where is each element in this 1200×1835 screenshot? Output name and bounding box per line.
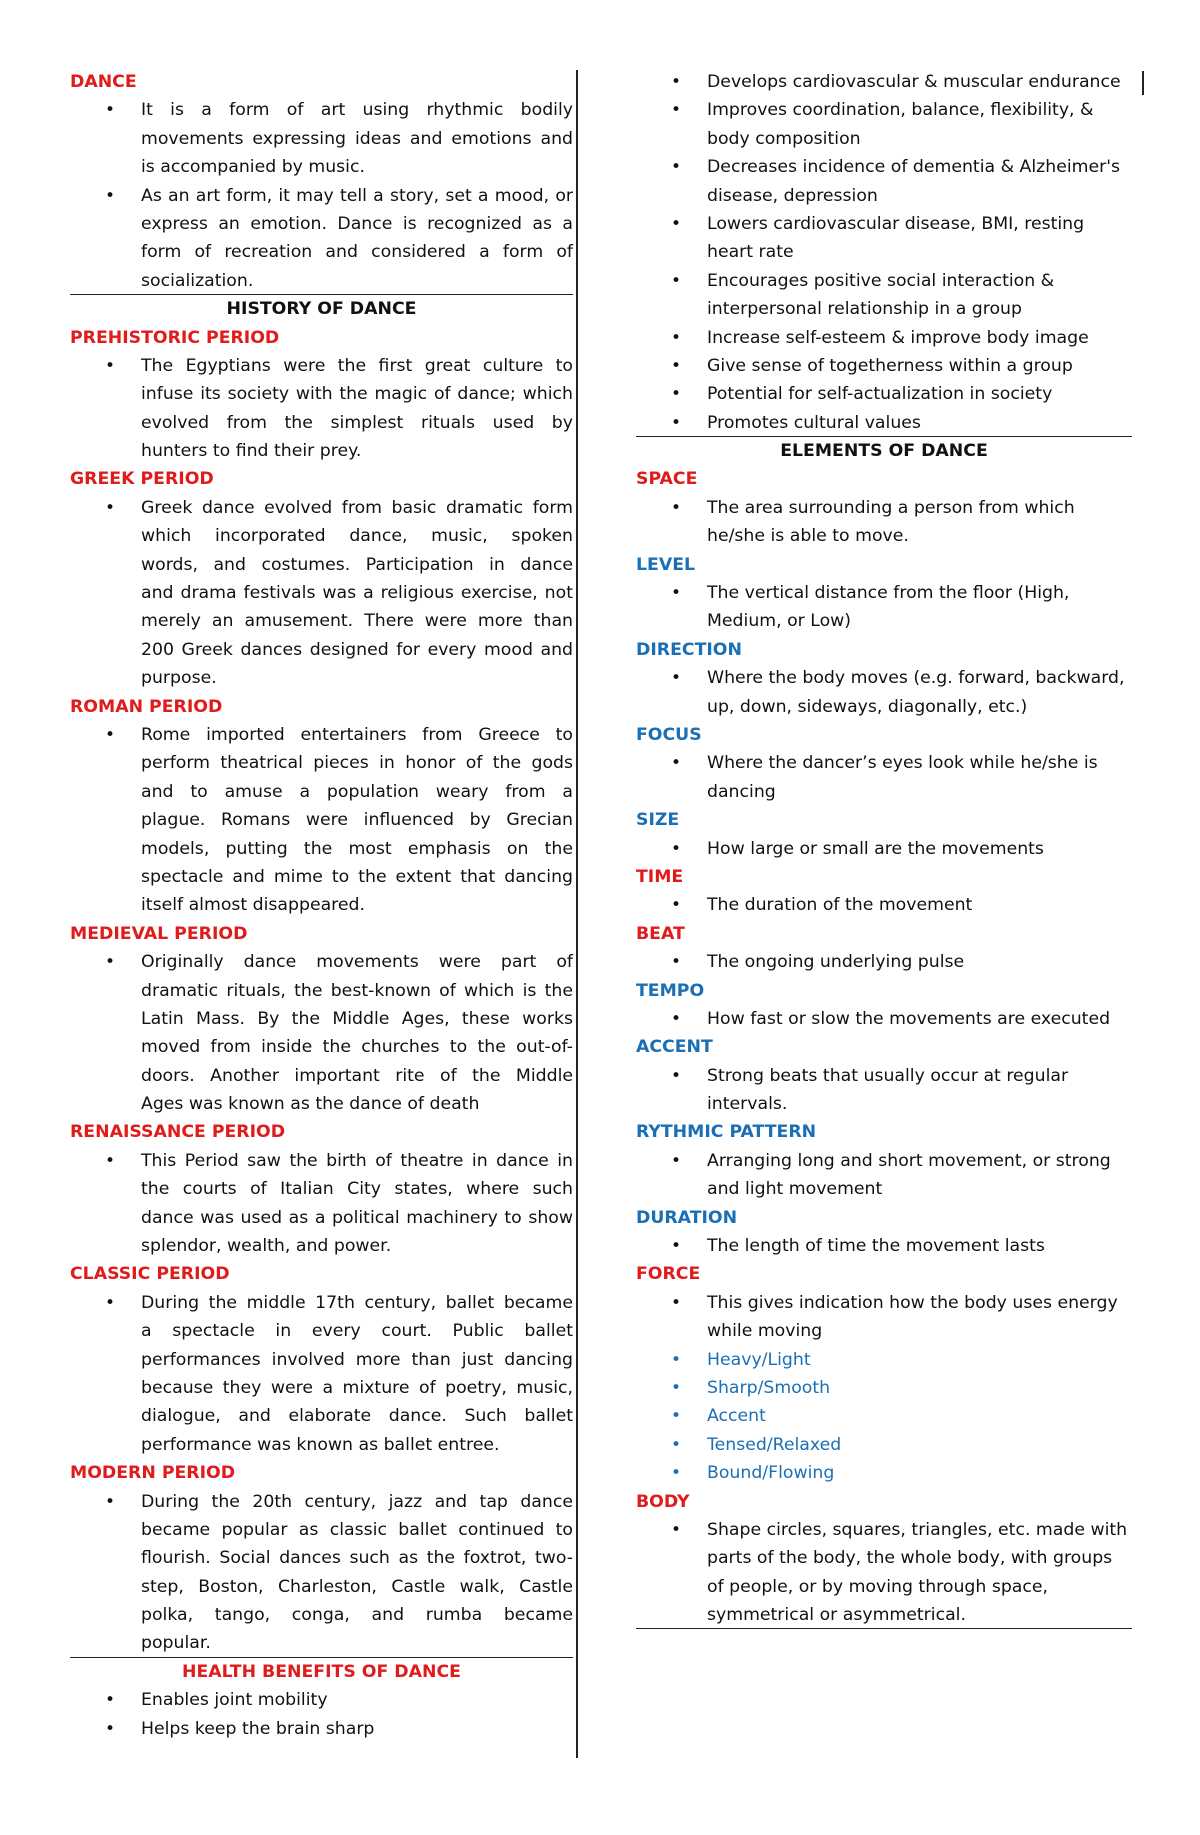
heading-focus: FOCUS [636, 724, 702, 745]
text-line: symmetrical or asymmetrical. [636, 1601, 1132, 1629]
elements-of-dance-title: ELEMENTS OF DANCE [780, 441, 988, 462]
bullet-line: • Arranging long and short movement, or strong [636, 1147, 1132, 1175]
text-line: Latin Mass. By the Middle Ages, these works [141, 1008, 573, 1029]
text-line: of people, or by moving through space, [707, 1576, 1049, 1597]
bullet-line: • Increase self-esteem & improve body image [636, 324, 1132, 352]
bullet-line: • The length of time the movement lasts [636, 1232, 1132, 1260]
text-line: parts of the body, the whole body, with groups [707, 1548, 1113, 1569]
text-line: popular. [70, 1629, 573, 1657]
text-line: dance was used as a political machinery to show [141, 1207, 573, 1228]
text-line: step, Boston, Charleston, Castle walk, Castle [141, 1576, 573, 1597]
text-line: which incorporated dance, music, spoken [141, 526, 573, 547]
heading-medieval-period: MEDIEVAL PERIOD [70, 923, 248, 944]
text-line: because they were a mixture of poetry, music, [141, 1377, 573, 1398]
bullet-line: • Strong beats that usually occur at regular [636, 1062, 1132, 1090]
text-line: performance was known as ballet entree. [141, 1434, 500, 1455]
section-heading-dance: DANCE [70, 72, 137, 92]
heading-size: SIZE [636, 810, 680, 831]
left-column [70, 68, 573, 1743]
bullet-line: • During the 20th century, jazz and tap dance [70, 1488, 573, 1516]
text-line: spectacle and mime to the extent that dancing [141, 866, 573, 887]
text-line: moved from inside the churches to the out-of- [141, 1037, 573, 1058]
text-line: body composition [707, 128, 861, 149]
bullet-line: • Greek dance evolved from basic dramatic form [70, 494, 573, 522]
text-line: itself almost disappeared. [141, 895, 366, 916]
text-line: intervals. [707, 1094, 788, 1115]
text-line: express an emotion. Dance is recognized as a [141, 213, 573, 234]
bullet-line: • How large or small are the movements [636, 835, 1132, 863]
text-line: purpose. [141, 668, 217, 689]
heading-health-benefits: HEALTH BENEFITS OF DANCE [182, 1661, 461, 1682]
text-line: heart rate [707, 242, 794, 263]
bullet-line: • Where the dancer’s eyes look while he/she is [636, 749, 1132, 777]
left-column-divider [576, 70, 578, 1758]
bullet-line: • How fast or slow the movements are executed [636, 1005, 1132, 1033]
bullet-line: • Rome imported entertainers from Greece to [70, 721, 573, 749]
heading-tempo: TEMPO [636, 980, 705, 1001]
right-top-divider [1142, 71, 1144, 95]
bullet-line: • Shape circles, squares, triangles, etc. made with [636, 1516, 1132, 1544]
text-line: hunters to find their prey. [141, 441, 362, 462]
text-line: plague. Romans were influenced by Grecian [141, 810, 573, 831]
heading-body: BODY [636, 1491, 690, 1512]
text-line: flourish. Social dances such as the foxtrot, two- [141, 1548, 573, 1569]
heading-prehistoric-period: PREHISTORIC PERIOD [70, 327, 280, 348]
bullet-line: • Decreases incidence of dementia & Alzheimer's [636, 153, 1132, 181]
text-line: 200 Greek dances designed for every mood and [141, 639, 573, 660]
text-line: and to amuse a population weary from a [141, 781, 573, 802]
text-line: performances involved more than just dancing [141, 1349, 573, 1370]
text-line: models, putting the most emphasis on the [141, 838, 573, 859]
text-line: perform theatrical pieces in honor of the gods [141, 753, 573, 774]
bullet-line: • Enables joint mobility [70, 1686, 573, 1714]
bullet-line: • Originally dance movements were part of [70, 948, 573, 976]
text-line: splendor, wealth, and power. [141, 1236, 392, 1257]
bullet-line: • Develops cardiovascular & muscular endurance [636, 68, 1132, 96]
heading-rhythmic-pattern: RYTHMIC PATTERN [636, 1122, 817, 1143]
bullet-line: • Potential for self-actualization in society [636, 380, 1132, 408]
text-line: while moving [707, 1321, 823, 1342]
heading-beat: BEAT [636, 923, 685, 944]
force-subitem: • Sharp/Smooth [636, 1374, 1132, 1402]
bullet-line: • This gives indication how the body uses energy [636, 1289, 1132, 1317]
text-line: form of recreation and considered a form of [141, 242, 573, 263]
text-line: and light movement [707, 1179, 883, 1200]
text-line: words, and costumes. Participation in dance [141, 554, 573, 575]
text-line: a spectacle in every court. Public ballet [141, 1321, 573, 1342]
heading-space: SPACE [636, 469, 698, 490]
heading-duration: DURATION [636, 1207, 738, 1228]
text-line: dialogue, and elaborate dance. Such ballet [141, 1406, 573, 1427]
text-line: interpersonal relationship in a group [707, 299, 1022, 320]
bullet-line: • Lowers cardiovascular disease, BMI, resting [636, 210, 1132, 238]
text-line: infuse its society with the magic of dance; which [141, 384, 573, 405]
bullet-line: • Improves coordination, balance, flexibility, & [636, 96, 1132, 124]
text-line: disease, depression [707, 185, 878, 206]
bullet-line: • Helps keep the brain sharp [70, 1715, 573, 1743]
bullet-line: • The ongoing underlying pulse [636, 948, 1132, 976]
heading-greek-period: GREEK PERIOD [70, 469, 214, 490]
right-column [636, 68, 1132, 1629]
heading-accent: ACCENT [636, 1037, 713, 1058]
bullet-line: • Promotes cultural values [636, 409, 1132, 437]
text-line: became popular as classic ballet continued to [141, 1519, 573, 1540]
force-subitem: • Heavy/Light [636, 1346, 1132, 1374]
text-line: socialization. [70, 267, 573, 295]
heading-time: TIME [636, 866, 684, 887]
text-line: up, down, sideways, diagonally, etc.) [707, 696, 1028, 717]
text-line: polka, tango, conga, and rumba became [141, 1605, 573, 1626]
heading-renaissance-period: RENAISSANCE PERIOD [70, 1122, 286, 1143]
bullet-line: • This Period saw the birth of theatre in dance in [70, 1147, 573, 1175]
bullet-line: • During the middle 17th century, ballet became [70, 1289, 573, 1317]
text-line: evolved from the simplest rituals used by [141, 412, 573, 433]
text-line: dancing [707, 781, 776, 802]
text-line: Ages was known as the dance of death [141, 1094, 480, 1115]
bullet-line: • It is a form of art using rhythmic bodily [70, 96, 573, 124]
text-line: the courts of Italian City states, where such [141, 1179, 573, 1200]
bullet-line: • The vertical distance from the floor (High, [636, 579, 1132, 607]
bullet-line: • Give sense of togetherness within a group [636, 352, 1132, 380]
heading-roman-period: ROMAN PERIOD [70, 696, 223, 717]
heading-direction: DIRECTION [636, 639, 742, 660]
bullet-line: • The duration of the movement [636, 891, 1132, 919]
heading-modern-period: MODERN PERIOD [70, 1463, 236, 1484]
text-line: merely an amusement. There were more than [141, 611, 573, 632]
heading-force: FORCE [636, 1264, 701, 1285]
force-subitem: • Tensed/Relaxed [636, 1431, 1132, 1459]
text-line: Medium, or Low) [707, 611, 852, 632]
history-of-dance-title: HISTORY OF DANCE [226, 299, 417, 320]
heading-level: LEVEL [636, 554, 696, 575]
bullet-line: • As an art form, it may tell a story, set a mood, or [70, 182, 573, 210]
text-line: and drama festivals was a religious exercise, not [141, 583, 573, 604]
force-subitem: • Bound/Flowing [636, 1459, 1132, 1487]
bullet-line: • Where the body moves (e.g. forward, backward, [636, 664, 1132, 692]
text-line: doors. Another important rite of the Middle [141, 1065, 573, 1086]
force-subitem: • Accent [636, 1402, 1132, 1430]
heading-classic-period: CLASSIC PERIOD [70, 1264, 230, 1285]
bullet-line: • The area surrounding a person from which [636, 494, 1132, 522]
text-line: dramatic rituals, the best-known of which is the [141, 980, 573, 1001]
bullet-line: • The Egyptians were the first great culture to [70, 352, 573, 380]
bullet-line: • Encourages positive social interaction & [636, 267, 1132, 295]
text-line: he/she is able to move. [707, 526, 909, 547]
text-line: movements expressing ideas and emotions and [141, 128, 573, 149]
text-line: is accompanied by music. [141, 157, 365, 178]
